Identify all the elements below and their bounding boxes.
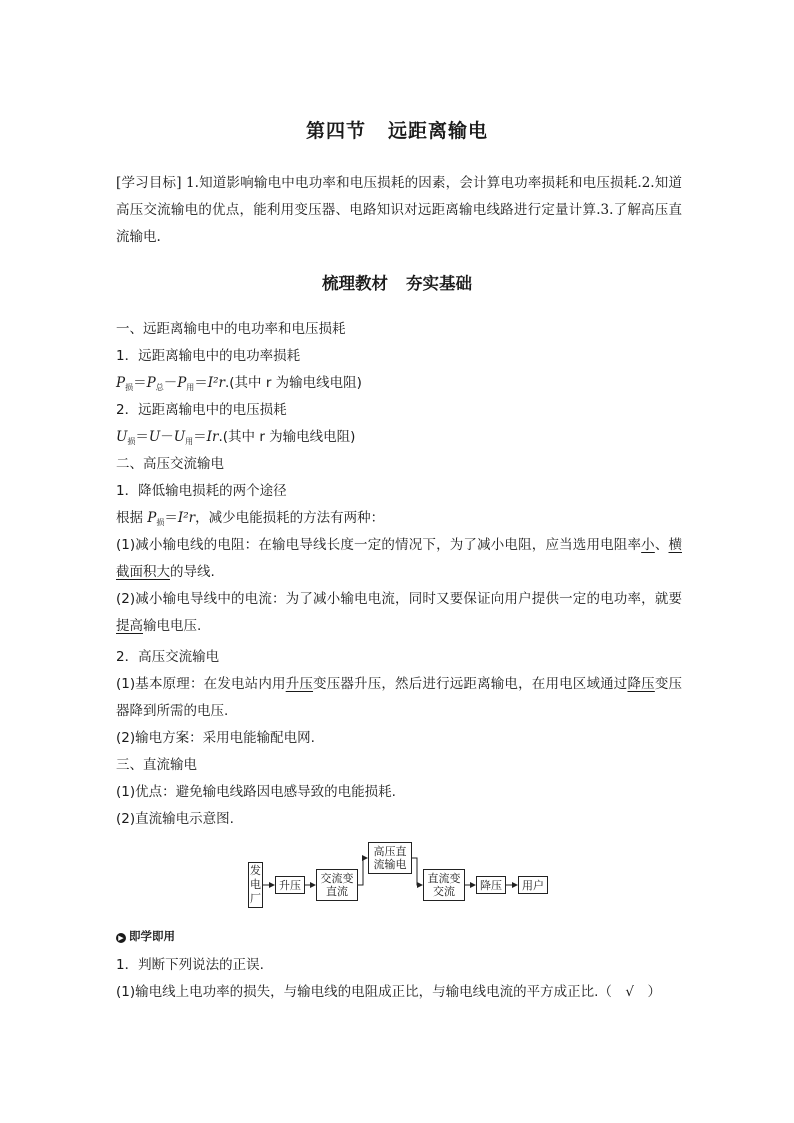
box-hvdc-transmission-label: 高压直流输电: [373, 845, 407, 871]
title-topic: 远距离输电: [388, 120, 489, 142]
s2-p3: (1)基本原理：在发电站内用升压变压器升压，然后进行远距离输电，在用电区域通过降压变压器降到所需的电压.: [116, 676, 682, 719]
s3-p1: (1)优点：避免输电线路因电感导致的电能损耗.: [116, 784, 396, 800]
practice-heading-text: 即学即用: [129, 929, 175, 943]
learning-objectives: [116, 170, 682, 251]
diagram-arrows: [244, 838, 554, 910]
s1-item1: 1．远距离输电中的电功率损耗: [116, 348, 301, 364]
s1-heading: 一、远距离输电中的电功率和电压损耗: [116, 321, 346, 337]
page-title: [0, 116, 794, 143]
s2-p1: (1)减小输电线的电阻：在输电导线长度一定的情况下，为了减小电阻，应当选用电阻率小、横截面积大的导线.: [116, 537, 682, 580]
section-title-part1: 梳理教材: [322, 274, 388, 293]
s2-p2: (2)减小输电导线中的电流：为了减小输电电流，同时又要保证向用户提供一定的电功率，就要提高输电电压.: [116, 591, 682, 634]
box-dc-to-ac-label: 直流变交流: [427, 872, 461, 898]
objectives-text: 1.知道影响输电中电功率和电压损耗的因素，会计算电功率损耗和电压损耗.2.知道高压交流输电的优点，能利用变压器、电路知识对远距离输电线路进行定量计算.3.了解高压直流输电.: [116, 175, 682, 245]
practice-item1: 1．判断下列说法的正误.: [116, 957, 264, 973]
s2-heading: 二、高压交流输电: [116, 456, 224, 472]
s3-heading: 三、直流输电: [116, 757, 197, 773]
s3-p2: (2)直流输电示意图.: [116, 811, 234, 827]
box-step-down-label: 降压: [480, 878, 502, 892]
practice-q1: (1)输电线上电功率的损失，与输电线的电阻成正比，与输电线电流的平方成正比.（ √ ）: [116, 984, 662, 1000]
s2-item1: 1．降低输电损耗的两个途径: [116, 483, 287, 499]
play-icon: ▶: [116, 933, 126, 943]
box-power-plant-label: 发电厂: [250, 864, 261, 905]
arrow-hvdc-to-dcac: [412, 858, 422, 885]
box-user-label: 用户: [522, 878, 544, 892]
s2-line1: 根据 $P_损=I^2r$，减少电能损耗的方法有两种：: [116, 510, 385, 527]
arrow-acdc-to-hvdc: [358, 858, 367, 885]
section-title-part2: 夯实基础: [406, 274, 472, 293]
practice-heading: [116, 928, 175, 944]
objectives-tag: [学习目标]: [116, 175, 182, 191]
s2-p4: (2)输电方案：采用电能输配电网.: [116, 730, 315, 746]
box-step-up-label: 升压: [279, 878, 301, 892]
s1-item2: 2．远距离输电中的电压损耗: [116, 402, 287, 418]
box-ac-to-dc-label: 交流变直流: [320, 872, 354, 898]
hvdc-diagram: [244, 838, 554, 910]
formula-power-loss: $P_损=P_总-P_用=I^2r$.(其中 r 为输电线电阻): [116, 375, 362, 392]
formula-voltage-loss: $U_损=U-U_用=Ir$.(其中 r 为输电线电阻): [116, 429, 356, 446]
title-section-number: 第四节: [305, 120, 366, 142]
s2-item2: 2．高压交流输电: [116, 649, 220, 665]
section-title: [0, 270, 794, 294]
